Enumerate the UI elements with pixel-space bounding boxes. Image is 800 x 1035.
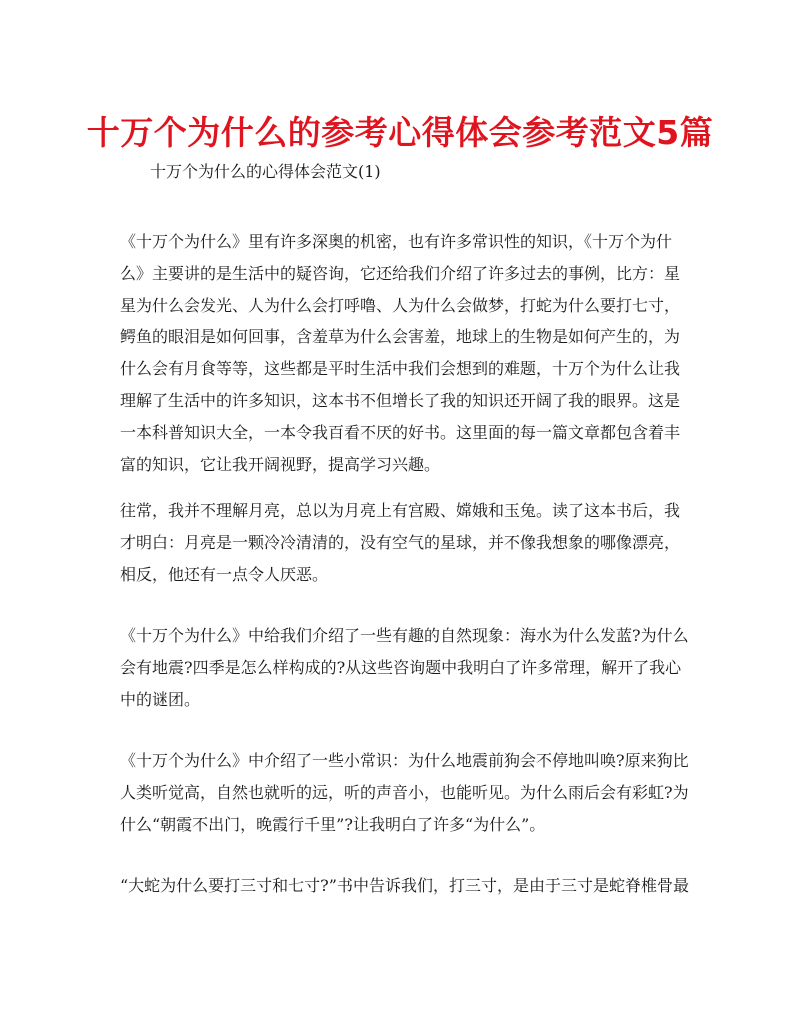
paragraph-line: 一本科普知识大全，一本令我百看不厌的好书。这里面的每一篇文章都包含着丰: [120, 422, 681, 442]
paragraph-line: 中的谜团。: [120, 689, 201, 709]
paragraph-line: 什么“朝霞不出门，晚霞行千里”?让我明白了许多“为什么”。: [120, 814, 546, 834]
paragraph-line: 星为什么会发光、人为什么会打呼噜、人为什么会做梦，打蛇为什么要打七寸，: [120, 295, 681, 315]
paragraph-line: 会有地震?四季是怎么样构成的?从这些咨询题中我明白了许多常理，解开了我心: [120, 657, 682, 677]
paragraph-line: 鳄鱼的眼泪是如何回事，含羞草为什么会害羞，地球上的生物是如何产生的，为: [120, 327, 681, 347]
paragraph-1: [120, 226, 692, 480]
paragraph-3: [120, 620, 692, 715]
paragraph-line: 富的知识，它让我开阔视野，提高学习兴趣。: [120, 454, 441, 474]
paragraph-line: “大蛇为什么要打三寸和七寸?”书中告诉我们，打三寸，是由于三寸是蛇脊椎骨最: [120, 876, 689, 895]
paragraph-line: 理解了生活中的许多知识，这本书不但增长了我的知识还开阔了我的眼界。这是: [120, 390, 681, 410]
paragraph-line: 往常，我并不理解月亮，总以为月亮上有宫殿、嫦娥和玉兔。读了这本书后，我: [120, 501, 681, 520]
paragraph-5: [120, 870, 692, 902]
paragraph-line: 才明白：月亮是一颗冷冷清清的，没有空气的星球，并不像我想象的哪像漂亮，: [120, 532, 681, 552]
paragraph-line: 《十万个为什么》中介绍了一些小常识：为什么地震前狗会不停地叫唤?原来狗比: [120, 751, 689, 770]
paragraph-2: [120, 495, 692, 590]
document-subtitle: 十万个为什么的心得体会范文(1): [150, 162, 381, 181]
paragraph-4: [120, 745, 692, 840]
document-title: 十万个为什么的参考心得体会参考范文5篇: [86, 113, 714, 152]
paragraph-line: 相反，他还有一点令人厌恶。: [120, 564, 329, 584]
paragraph-line: 什么会有月食等等，这些都是平时生活中我们会想到的难题，十万个为什么让我: [120, 359, 681, 379]
paragraph-line: 么》主要讲的是生活中的疑咨询，它还给我们介绍了许多过去的事例，比方：星: [120, 263, 681, 283]
paragraph-line: 《十万个为什么》里有许多深奥的机密，也有许多常识性的知识，《十万个为什: [120, 232, 673, 251]
paragraph-line: 《十万个为什么》中给我们介绍了一些有趣的自然现象：海水为什么发蓝?为什么: [120, 626, 689, 645]
paragraph-line: 人类听觉高，自然也就听的远，听的声音小，也能听见。为什么雨后会有彩虹?为: [120, 782, 689, 802]
